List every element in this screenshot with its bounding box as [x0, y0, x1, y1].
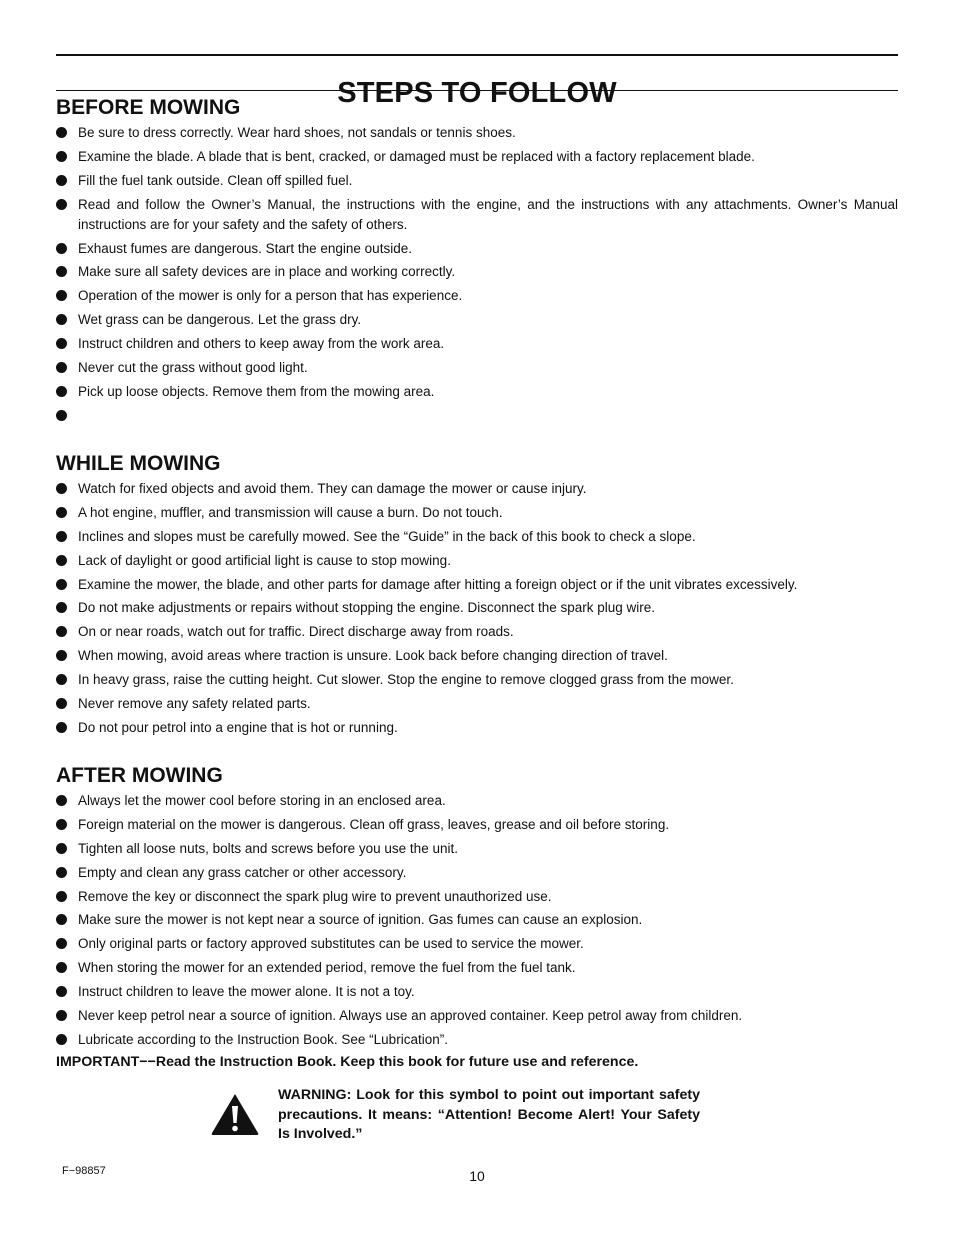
- bullet-icon: [56, 938, 67, 949]
- list-item: Make sure the mower is not kept near a source of ignition. Gas fumes can cause an explosion.: [56, 910, 898, 930]
- bullet-icon: [56, 290, 67, 301]
- bullet-icon: [56, 127, 67, 138]
- page-number: 10: [469, 1168, 485, 1184]
- bullet-icon: [56, 795, 67, 806]
- bullet-icon: [56, 722, 67, 733]
- list-item-empty: [56, 406, 898, 426]
- list-item: Operation of the mower is only for a person that has experience.: [56, 286, 898, 306]
- bullet-icon: [56, 483, 67, 494]
- bullet-icon: [56, 175, 67, 186]
- list-item: Empty and clean any grass catcher or other accessory.: [56, 863, 898, 883]
- list-item: Only original parts or factory approved substitutes can be used to service the mower.: [56, 934, 898, 954]
- list-item: Foreign material on the mower is dangerous. Clean off grass, leaves, grease and oil before storing.: [56, 815, 898, 835]
- list-item: In heavy grass, raise the cutting height. Cut slower. Stop the engine to remove clogged grass from the mower.: [56, 670, 898, 690]
- while-mowing-list: [56, 479, 898, 742]
- bullet-icon: [56, 698, 67, 709]
- document-code: F−98857: [62, 1165, 106, 1177]
- list-item: Do not pour petrol into a engine that is hot or running.: [56, 718, 898, 738]
- list-item: Examine the blade. A blade that is bent, cracked, or damaged must be replaced with a factory replacement blade.: [56, 147, 898, 167]
- list-item: Watch for fixed objects and avoid them. They can damage the mower or cause injury.: [56, 479, 898, 499]
- bullet-icon: [56, 626, 67, 637]
- bullet-icon: [56, 602, 67, 613]
- list-item: Wet grass can be dangerous. Let the grass dry.: [56, 310, 898, 330]
- list-item: Lubricate according to the Instruction Book. See “Lubrication”.: [56, 1030, 898, 1050]
- bullet-icon: [56, 579, 67, 590]
- bullet-icon: [56, 962, 67, 973]
- list-item: Read and follow the Owner’s Manual, the instructions with the engine, and the instructions with any attachments. Owner’s Manual instructions are for your safety and the safety of others.: [56, 195, 898, 235]
- list-item: Make sure all safety devices are in place and working correctly.: [56, 262, 898, 282]
- section-title-before-mowing: BEFORE MOWING: [56, 96, 241, 119]
- list-item: Do not make adjustments or repairs without stopping the engine. Disconnect the spark plug wire.: [56, 598, 898, 618]
- list-item: When storing the mower for an extended period, remove the fuel from the fuel tank.: [56, 958, 898, 978]
- bullet-icon: [56, 867, 67, 878]
- list-item: Examine the mower, the blade, and other parts for damage after hitting a foreign object or if the unit vibrates excessively.: [56, 575, 898, 595]
- list-item: Never keep petrol near a source of ignition. Always use an approved container. Keep petrol away from children.: [56, 1006, 898, 1026]
- bullet-icon: [56, 243, 67, 254]
- list-item: Instruct children to leave the mower alone. It is not a toy.: [56, 982, 898, 1002]
- bullet-icon: [56, 151, 67, 162]
- bullet-icon: [56, 266, 67, 277]
- list-item: Remove the key or disconnect the spark plug wire to prevent unauthorized use.: [56, 887, 898, 907]
- list-item: Pick up loose objects. Remove them from the mowing area.: [56, 382, 898, 402]
- list-item: Be sure to dress correctly. Wear hard shoes, not sandals or tennis shoes.: [56, 123, 898, 143]
- warning-text: WARNING: Look for this symbol to point out important safety precautions. It means: “Attention! Become Alert! Your Safety Is Involved.”: [278, 1087, 700, 1142]
- bullet-icon: [56, 338, 67, 349]
- bullet-icon: [56, 555, 67, 566]
- bullet-icon: [56, 843, 67, 854]
- bullet-icon: [56, 362, 67, 373]
- bullet-icon: [56, 986, 67, 997]
- before-mowing-list: [56, 123, 898, 430]
- list-item: Lack of daylight or good artificial light is cause to stop mowing.: [56, 551, 898, 571]
- bullet-icon: [56, 1010, 67, 1021]
- top-rule: [56, 54, 898, 56]
- list-item: Instruct children and others to keep away from the work area.: [56, 334, 898, 354]
- warning-triangle-icon: [210, 1092, 260, 1136]
- bullet-icon: [56, 410, 67, 421]
- list-item: On or near roads, watch out for traffic. Direct discharge away from roads.: [56, 622, 898, 642]
- bullet-icon: [56, 819, 67, 830]
- list-item: Inclines and slopes must be carefully mowed. See the “Guide” in the back of this book to check a slope.: [56, 527, 898, 547]
- section-title-after-mowing: AFTER MOWING: [56, 764, 223, 787]
- list-item: When mowing, avoid areas where traction is unsure. Look back before changing direction of travel.: [56, 646, 898, 666]
- bullet-icon: [56, 914, 67, 925]
- bullet-icon: [56, 314, 67, 325]
- title-underline-rule: [56, 90, 898, 91]
- list-item: Fill the fuel tank outside. Clean off spilled fuel.: [56, 171, 898, 191]
- list-item: Never cut the grass without good light.: [56, 358, 898, 378]
- list-item: Exhaust fumes are dangerous. Start the engine outside.: [56, 239, 898, 259]
- list-item: A hot engine, muffler, and transmission will cause a burn. Do not touch.: [56, 503, 898, 523]
- bullet-icon: [56, 674, 67, 685]
- bullet-icon: [56, 507, 67, 518]
- page-title: STEPS TO FOLLOW: [337, 77, 617, 110]
- after-mowing-list: [56, 791, 898, 1054]
- list-item: Always let the mower cool before storing in an enclosed area.: [56, 791, 898, 811]
- bullet-icon: [56, 531, 67, 542]
- bullet-icon: [56, 891, 67, 902]
- bullet-icon: [56, 199, 67, 210]
- list-item: Tighten all loose nuts, bolts and screws before you use the unit.: [56, 839, 898, 859]
- section-title-while-mowing: WHILE MOWING: [56, 452, 221, 475]
- bullet-icon: [56, 650, 67, 661]
- bullet-icon: [56, 1034, 67, 1045]
- important-note: IMPORTANT−−Read the Instruction Book. Keep this book for future use and reference.: [56, 1054, 639, 1070]
- bullet-icon: [56, 386, 67, 397]
- list-item: Never remove any safety related parts.: [56, 694, 898, 714]
